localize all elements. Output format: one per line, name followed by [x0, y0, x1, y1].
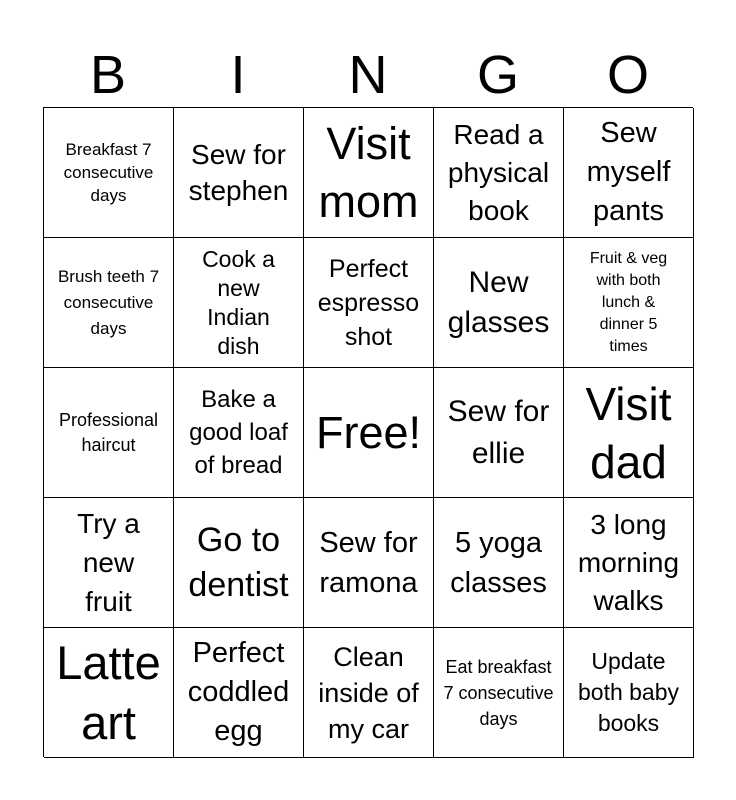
bingo-cell[interactable]: [174, 368, 304, 498]
cell-label: Sew for ramona: [319, 526, 418, 599]
bingo-cell[interactable]: [304, 498, 434, 628]
bingo-cell[interactable]: [174, 628, 304, 758]
header-letter-i: I: [230, 45, 246, 105]
bingo-cell[interactable]: [174, 498, 304, 628]
cell-label: Sew for stephen: [188, 138, 289, 206]
bingo-cell[interactable]: [304, 238, 434, 368]
header-letter-g: G: [476, 45, 519, 105]
bingo-cell[interactable]: [434, 628, 564, 758]
bingo-cell[interactable]: [304, 108, 434, 238]
bingo-cell[interactable]: [564, 628, 694, 758]
bingo-cell[interactable]: [304, 368, 434, 498]
header-letter-n: N: [348, 45, 388, 105]
bingo-cell[interactable]: [564, 238, 694, 368]
cell-label: 3 long morning walks: [577, 508, 680, 616]
bingo-cell[interactable]: [434, 368, 564, 498]
cell-label: Sew myself pants: [586, 117, 671, 227]
header-letter-o: O: [606, 45, 649, 105]
cell-label: Try a new fruit: [77, 508, 140, 617]
cell-label: Latte art: [56, 635, 161, 749]
bingo-cell[interactable]: [44, 628, 174, 758]
bingo-cell[interactable]: [564, 108, 694, 238]
cell-label: Eat breakfast 7 consecutive days: [443, 656, 554, 729]
bingo-header: [43, 44, 693, 106]
bingo-cell[interactable]: [174, 238, 304, 368]
bingo-cell[interactable]: [44, 498, 174, 628]
header-letter-b: B: [89, 45, 127, 105]
cell-label: Read a physical book: [447, 118, 550, 226]
cell-label: Update both baby books: [577, 648, 680, 736]
cell-label: Perfect espresso shot: [317, 254, 420, 351]
cell-label: New glasses: [447, 265, 550, 339]
bingo-cell[interactable]: [44, 238, 174, 368]
cell-label: Brush teeth 7 consecutive days: [57, 266, 160, 338]
bingo-cell[interactable]: [44, 368, 174, 498]
cell-label: Sew for ellie: [447, 394, 550, 470]
bingo-cell[interactable]: [174, 108, 304, 238]
cell-label: Free!: [315, 406, 422, 458]
bingo-board: [43, 107, 693, 757]
cell-label: Fruit & veg with both lunch & dinner 5 times: [589, 249, 668, 355]
cell-label: Go to dentist: [188, 520, 289, 604]
bingo-cell[interactable]: [564, 368, 694, 498]
bingo-cell[interactable]: [434, 108, 564, 238]
cell-label: Clean inside of my car: [318, 641, 419, 744]
bingo-cell[interactable]: [44, 108, 174, 238]
cell-label: Professional haircut: [58, 409, 159, 455]
cell-label: 5 yoga classes: [450, 526, 547, 599]
cell-label: Visit dad: [585, 377, 672, 488]
bingo-cell[interactable]: [564, 498, 694, 628]
cell-label: Perfect coddled egg: [187, 637, 290, 747]
cell-label: Bake a good loaf of bread: [189, 386, 288, 479]
cell-label: Breakfast 7 consecutive days: [63, 140, 154, 205]
cell-label: Cook a new Indian dish: [202, 245, 275, 359]
bingo-cell[interactable]: [434, 498, 564, 628]
bingo-cell[interactable]: [304, 628, 434, 758]
cell-label: Visit mom: [318, 117, 419, 227]
bingo-cell[interactable]: [434, 238, 564, 368]
